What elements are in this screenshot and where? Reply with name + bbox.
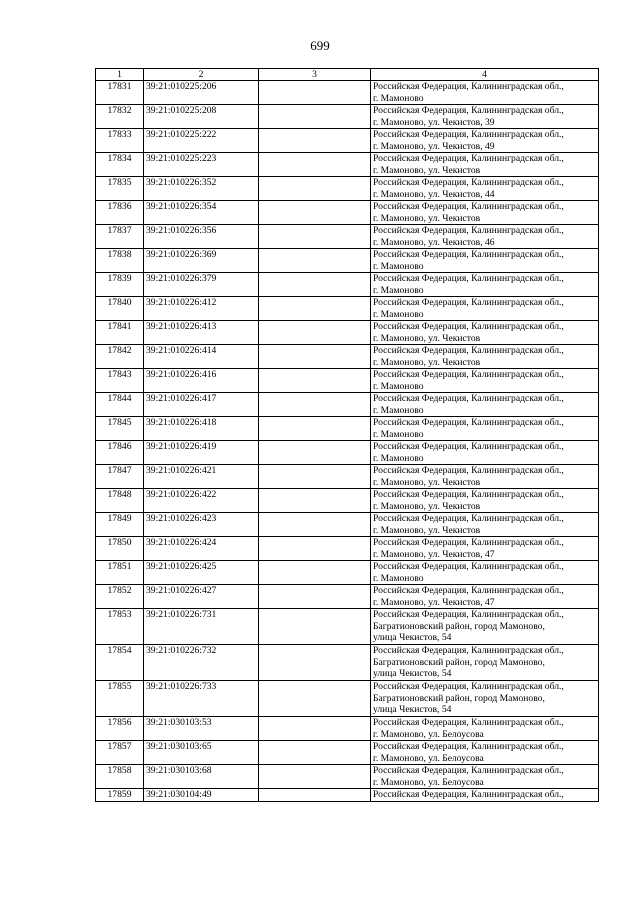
cadastral-number-cell: 39:21:010226:369 [144, 249, 259, 273]
row-number-cell: 17849 [96, 513, 144, 537]
table-row [96, 513, 599, 537]
column-3-cell [259, 249, 371, 273]
table-row [96, 129, 599, 153]
row-number-cell: 17858 [96, 765, 144, 789]
address-cell: Российская Федерация, Калининградская обл., г. Мамоново, ул. Чекистов [371, 465, 599, 489]
address-cell: Российская Федерация, Калининградская обл., г. Мамоново [371, 561, 599, 585]
address-cell: Российская Федерация, Калининградская обл., г. Мамоново, ул. Белоусова [371, 741, 599, 765]
address-cell: Российская Федерация, Калининградская обл., г. Мамоново [371, 81, 599, 105]
address-cell: Российская Федерация, Калининградская обл., Багратионовский район, город Мамоново, улица Чекистов, 54 [371, 645, 599, 681]
row-number-cell: 17839 [96, 273, 144, 297]
column-3-cell [259, 561, 371, 585]
address-cell: Российская Федерация, Калининградская обл., г. Мамоново, ул. Чекистов, 46 [371, 225, 599, 249]
table-row [96, 177, 599, 201]
column-3-cell [259, 645, 371, 681]
cadastral-number-cell: 39:21:010226:356 [144, 225, 259, 249]
address-cell: Российская Федерация, Калининградская обл., Багратионовский район, город Мамоново, улица Чекистов, 54 [371, 609, 599, 645]
table-row [96, 585, 599, 609]
address-cell: Российская Федерация, Калининградская обл., г. Мамоново [371, 393, 599, 417]
column-3-cell [259, 417, 371, 441]
cadastral-number-cell: 39:21:010226:419 [144, 441, 259, 465]
address-cell: Российская Федерация, Калининградская обл., г. Мамоново [371, 297, 599, 321]
table-body [96, 81, 599, 802]
cadastral-number-cell: 39:21:010225:206 [144, 81, 259, 105]
table-row [96, 609, 599, 645]
cadastral-number-cell: 39:21:010226:418 [144, 417, 259, 441]
cadastral-number-cell: 39:21:010226:425 [144, 561, 259, 585]
column-header-3: 3 [259, 69, 371, 81]
cadastral-number-cell: 39:21:010225:208 [144, 105, 259, 129]
cadastral-number-cell: 39:21:030103:68 [144, 765, 259, 789]
address-cell: Российская Федерация, Калининградская обл., г. Мамоново [371, 249, 599, 273]
row-number-cell: 17853 [96, 609, 144, 645]
table-row [96, 81, 599, 105]
address-cell: Российская Федерация, Калининградская обл., г. Мамоново, ул. Чекистов [371, 345, 599, 369]
address-cell: Российская Федерация, Калининградская обл., г. Мамоново, ул. Чекистов, 47 [371, 585, 599, 609]
cadastral-number-cell: 39:21:010226:427 [144, 585, 259, 609]
address-cell: Российская Федерация, Калининградская обл., г. Мамоново [371, 273, 599, 297]
row-number-cell: 17837 [96, 225, 144, 249]
column-3-cell [259, 105, 371, 129]
column-3-cell [259, 297, 371, 321]
registry-table [95, 68, 599, 802]
table-row [96, 741, 599, 765]
address-cell: Российская Федерация, Калининградская обл., г. Мамоново, ул. Чекистов, 44 [371, 177, 599, 201]
cadastral-number-cell: 39:21:010226:354 [144, 201, 259, 225]
row-number-cell: 17852 [96, 585, 144, 609]
column-3-cell [259, 681, 371, 717]
address-cell: Российская Федерация, Калининградская обл., [371, 789, 599, 802]
cadastral-number-cell: 39:21:010226:733 [144, 681, 259, 717]
table-row [96, 201, 599, 225]
column-3-cell [259, 465, 371, 489]
cadastral-number-cell: 39:21:030104:49 [144, 789, 259, 802]
row-number-cell: 17831 [96, 81, 144, 105]
column-3-cell [259, 129, 371, 153]
row-number-cell: 17848 [96, 489, 144, 513]
column-3-cell [259, 201, 371, 225]
address-cell: Российская Федерация, Калининградская обл., г. Мамоново [371, 369, 599, 393]
table-row [96, 417, 599, 441]
column-3-cell [259, 345, 371, 369]
table-row [96, 297, 599, 321]
address-cell: Российская Федерация, Калининградская обл., г. Мамоново [371, 441, 599, 465]
cadastral-number-cell: 39:21:010226:731 [144, 609, 259, 645]
column-3-cell [259, 225, 371, 249]
address-cell: Российская Федерация, Калининградская обл., г. Мамоново, ул. Чекистов, 47 [371, 537, 599, 561]
address-cell: Российская Федерация, Калининградская обл., Багратионовский район, город Мамоново, улица Чекистов, 54 [371, 681, 599, 717]
row-number-cell: 17843 [96, 369, 144, 393]
column-3-cell [259, 537, 371, 561]
cadastral-number-cell: 39:21:010225:223 [144, 153, 259, 177]
table-row [96, 789, 599, 802]
row-number-cell: 17856 [96, 717, 144, 741]
column-3-cell [259, 513, 371, 537]
row-number-cell: 17835 [96, 177, 144, 201]
column-3-cell [259, 585, 371, 609]
cadastral-number-cell: 39:21:030103:65 [144, 741, 259, 765]
row-number-cell: 17857 [96, 741, 144, 765]
cadastral-number-cell: 39:21:010226:352 [144, 177, 259, 201]
cadastral-number-cell: 39:21:010225:222 [144, 129, 259, 153]
column-header-4: 4 [371, 69, 599, 81]
row-number-cell: 17833 [96, 129, 144, 153]
column-3-cell [259, 369, 371, 393]
cadastral-number-cell: 39:21:010226:379 [144, 273, 259, 297]
row-number-cell: 17847 [96, 465, 144, 489]
address-cell: Российская Федерация, Калининградская обл., г. Мамоново [371, 417, 599, 441]
column-3-cell [259, 741, 371, 765]
cadastral-number-cell: 39:21:010226:732 [144, 645, 259, 681]
address-cell: Российская Федерация, Калининградская обл., г. Мамоново, ул. Чекистов [371, 321, 599, 345]
table-row [96, 105, 599, 129]
cadastral-number-cell: 39:21:010226:414 [144, 345, 259, 369]
row-number-cell: 17841 [96, 321, 144, 345]
column-3-cell [259, 177, 371, 201]
row-number-cell: 17838 [96, 249, 144, 273]
cadastral-number-cell: 39:21:010226:421 [144, 465, 259, 489]
address-cell: Российская Федерация, Калининградская обл., г. Мамоново, ул. Чекистов, 39 [371, 105, 599, 129]
cadastral-number-cell: 39:21:010226:422 [144, 489, 259, 513]
table-row [96, 321, 599, 345]
row-number-cell: 17842 [96, 345, 144, 369]
row-number-cell: 17840 [96, 297, 144, 321]
address-cell: Российская Федерация, Калининградская обл., г. Мамоново, ул. Белоусова [371, 765, 599, 789]
table-row [96, 225, 599, 249]
cadastral-number-cell: 39:21:030103:53 [144, 717, 259, 741]
cadastral-number-cell: 39:21:010226:416 [144, 369, 259, 393]
cadastral-number-cell: 39:21:010226:413 [144, 321, 259, 345]
cadastral-number-cell: 39:21:010226:423 [144, 513, 259, 537]
cadastral-number-cell: 39:21:010226:424 [144, 537, 259, 561]
table-row [96, 765, 599, 789]
row-number-cell: 17832 [96, 105, 144, 129]
address-cell: Российская Федерация, Калининградская обл., г. Мамоново, ул. Чекистов [371, 489, 599, 513]
cadastral-number-cell: 39:21:010226:417 [144, 393, 259, 417]
row-number-cell: 17846 [96, 441, 144, 465]
row-number-cell: 17834 [96, 153, 144, 177]
table-row [96, 489, 599, 513]
table-row [96, 537, 599, 561]
table-row [96, 249, 599, 273]
row-number-cell: 17859 [96, 789, 144, 802]
row-number-cell: 17845 [96, 417, 144, 441]
column-3-cell [259, 393, 371, 417]
page-number: 699 [310, 38, 330, 53]
column-3-cell [259, 717, 371, 741]
table-row [96, 717, 599, 741]
column-header-2: 2 [144, 69, 259, 81]
table-row [96, 465, 599, 489]
column-3-cell [259, 81, 371, 105]
column-3-cell [259, 765, 371, 789]
column-3-cell [259, 609, 371, 645]
row-number-cell: 17855 [96, 681, 144, 717]
row-number-cell: 17844 [96, 393, 144, 417]
column-3-cell [259, 441, 371, 465]
table-row [96, 645, 599, 681]
column-3-cell [259, 321, 371, 345]
table-row [96, 681, 599, 717]
column-3-cell [259, 489, 371, 513]
address-cell: Российская Федерация, Калининградская обл., г. Мамоново, ул. Чекистов [371, 153, 599, 177]
address-cell: Российская Федерация, Калининградская обл., г. Мамоново, ул. Белоусова [371, 717, 599, 741]
column-header-1: 1 [96, 69, 144, 81]
address-cell: Российская Федерация, Калининградская обл., г. Мамоново, ул. Чекистов [371, 201, 599, 225]
cadastral-number-cell: 39:21:010226:412 [144, 297, 259, 321]
table-row [96, 393, 599, 417]
table-row [96, 561, 599, 585]
row-number-cell: 17854 [96, 645, 144, 681]
table-row [96, 153, 599, 177]
column-3-cell [259, 789, 371, 802]
address-cell: Российская Федерация, Калининградская обл., г. Мамоново, ул. Чекистов, 49 [371, 129, 599, 153]
row-number-cell: 17850 [96, 537, 144, 561]
row-number-cell: 17836 [96, 201, 144, 225]
row-number-cell: 17851 [96, 561, 144, 585]
column-3-cell [259, 153, 371, 177]
table-row [96, 345, 599, 369]
table-header-row [96, 69, 599, 81]
table-row [96, 369, 599, 393]
table-row [96, 441, 599, 465]
table-row [96, 273, 599, 297]
column-3-cell [259, 273, 371, 297]
address-cell: Российская Федерация, Калининградская обл., г. Мамоново, ул. Чекистов [371, 513, 599, 537]
